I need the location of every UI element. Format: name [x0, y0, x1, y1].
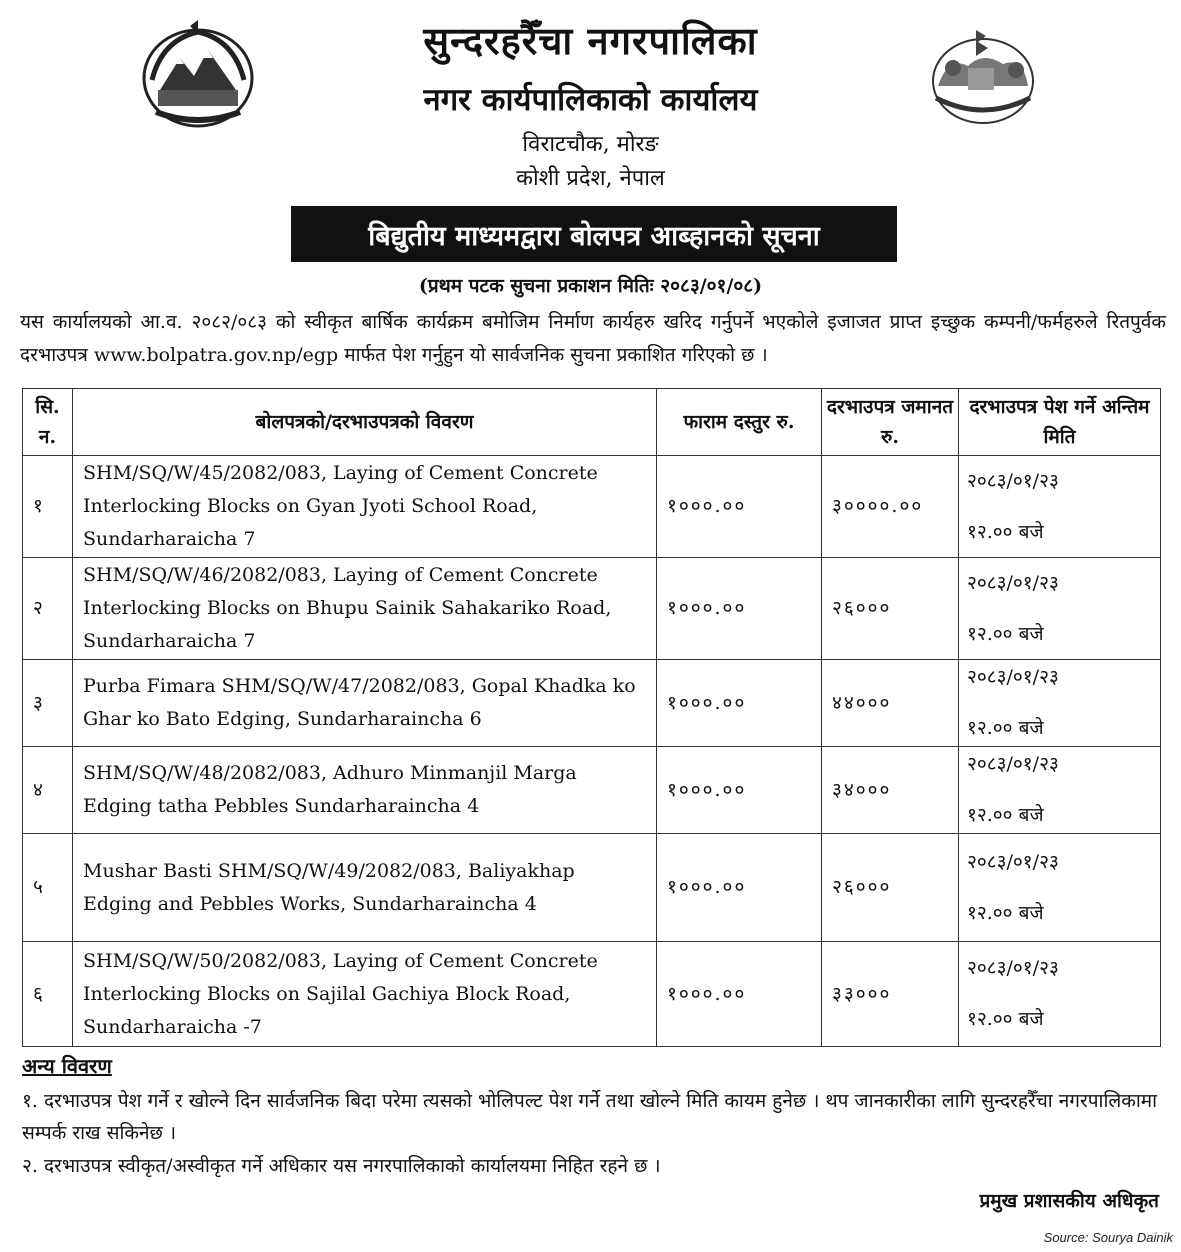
deadline-date: २०८३/०१/२३: [967, 957, 1059, 979]
table-row: [23, 456, 1161, 558]
row-sn: ६: [23, 942, 73, 1047]
deadline-date: २०८३/०१/२३: [967, 666, 1059, 688]
table-row: [23, 660, 1161, 747]
row-bid-security: ३३०००: [822, 942, 959, 1047]
row-sn: ३: [23, 660, 73, 747]
note-item: २. दरभाउपत्र स्वीकृत/अस्वीकृत गर्ने अधिकार यस नगरपालिकाको कार्यालयमा निहित रहने छ ।: [22, 1155, 661, 1177]
deadline-time: १२.०० बजे: [967, 901, 1044, 924]
row-form-fee: १०००.००: [657, 834, 822, 942]
row-bid-security: ३४०००: [822, 747, 959, 834]
other-details-heading: अन्य विवरण: [22, 1054, 112, 1078]
row-deadline: [959, 456, 1161, 558]
row-description: SHM/SQ/W/48/2082/083, Adhuro Minmanjil Marga Edging tatha Pebbles Sundarharaincha 4: [73, 747, 657, 834]
notice-title-text: बिद्युतीय माध्यमद्वारा बोलपत्र आब्हानको सूचना: [368, 220, 820, 252]
row-sn: ४: [23, 747, 73, 834]
deadline-time: १२.०० बजे: [967, 1008, 1044, 1030]
header-sn: सि. न.: [23, 389, 73, 456]
table-header-row: [23, 389, 1161, 456]
deadline-date: २०८३/०१/२३: [967, 850, 1059, 873]
header-form-fee: फाराम दस्तुर रु.: [657, 389, 822, 456]
source-credit: Source: Sourya Dainik: [1043, 1230, 1173, 1245]
note-item: १. दरभाउपत्र पेश गर्ने र खोल्ने दिन सार्वजनिक बिदा परेमा त्यसको भोलिपल्ट पेश गर्ने तथा खोल्ने मिति कायम हुनेछ । थप जानकारीका लागि सुन्दरहरैँचा नगरपालिकामा सम्पर्क राख सकिनेछ ।: [22, 1090, 1158, 1144]
municipality-name: सुन्दरहरैँचा नगरपालिका: [423, 18, 758, 63]
signatory-title: प्रमुख प्रशासकीय अधिकृत: [979, 1190, 1159, 1212]
deadline-date: २०८३/०१/२३: [967, 753, 1059, 775]
row-deadline: [959, 660, 1161, 747]
header-description: बोलपत्रको/दरभाउपत्रको विवरण: [73, 389, 657, 456]
row-deadline: [959, 834, 1161, 942]
office-address: विराटचौक, मोरङ: [522, 132, 659, 157]
deadline-time: १२.०० बजे: [967, 804, 1044, 826]
deadline-date: २०८३/०१/२३: [967, 469, 1059, 492]
bid-table: [22, 388, 1161, 1047]
table-row: [23, 558, 1161, 660]
row-bid-security: ३००००.००: [822, 456, 959, 558]
intro-paragraph: यस कार्यालयको आ.व. २०८२/०८३ को स्वीकृत बार्षिक कार्यक्रम बमोजिम निर्माण कार्यहरु खरिद गर्नुपर्ने भएकोले इजाजत प्राप्त इच्छुक कम्पनी/फर्महरुले रितपुर्वक दरभाउपत्र www.bolpatra.gov.np/egp मार्फत पेश गर्नुहुन यो सार्वजनिक सुचना प्रकाशित गरिएको छ ।: [20, 311, 1166, 366]
row-bid-security: २६०००: [822, 558, 959, 660]
row-description: Mushar Basti SHM/SQ/W/49/2082/083, Baliyakhap Edging and Pebbles Works, Sundarharaincha 4: [73, 834, 657, 942]
row-form-fee: १०००.००: [657, 942, 822, 1047]
row-form-fee: १०००.००: [657, 747, 822, 834]
row-description: SHM/SQ/W/46/2082/083, Laying of Cement Concrete Interlocking Blocks on Bhupu Sainik Sahakariko Road, Sundarharaicha 7: [73, 558, 657, 660]
deadline-time: १२.०० बजे: [967, 520, 1044, 543]
row-form-fee: १०००.००: [657, 456, 822, 558]
deadline-date: २०८३/०१/२३: [967, 571, 1059, 594]
row-sn: २: [23, 558, 73, 660]
row-form-fee: १०००.००: [657, 660, 822, 747]
header-bid-security: दरभाउपत्र जमानत रु.: [822, 389, 959, 456]
row-form-fee: १०००.००: [657, 558, 822, 660]
row-bid-security: २६०००: [822, 834, 959, 942]
table-row: [23, 747, 1161, 834]
row-bid-security: ४४०००: [822, 660, 959, 747]
table-row: [23, 834, 1161, 942]
table-row: [23, 942, 1161, 1047]
province-address: कोशी प्रदेश, नेपाल: [516, 166, 665, 191]
row-deadline: [959, 747, 1161, 834]
row-sn: १: [23, 456, 73, 558]
row-deadline: [959, 558, 1161, 660]
row-description: SHM/SQ/W/45/2082/083, Laying of Cement Concrete Interlocking Blocks on Gyan Jyoti School Road, Sundarharaicha 7: [73, 456, 657, 558]
row-description: Purba Fimara SHM/SQ/W/47/2082/083, Gopal Khadka ko Ghar ko Bato Edging, Sundarharaincha 6: [73, 660, 657, 747]
deadline-time: १२.०० बजे: [967, 717, 1044, 739]
row-sn: ५: [23, 834, 73, 942]
row-deadline: [959, 942, 1161, 1047]
deadline-time: १२.०० बजे: [967, 622, 1044, 645]
notice-title: [291, 206, 897, 262]
header-deadline: दरभाउपत्र पेश गर्ने अन्तिम मिति: [959, 389, 1161, 456]
publication-date: (प्रथम पटक सुचना प्रकाशन मितिः २०८३/०१/०८): [418, 275, 763, 297]
office-name: नगर कार्यपालिकाको कार्यालय: [423, 82, 758, 118]
row-description: SHM/SQ/W/50/2082/083, Laying of Cement Concrete Interlocking Blocks on Sajilal Gachiya Block Road, Sundarharaicha -7: [73, 942, 657, 1047]
